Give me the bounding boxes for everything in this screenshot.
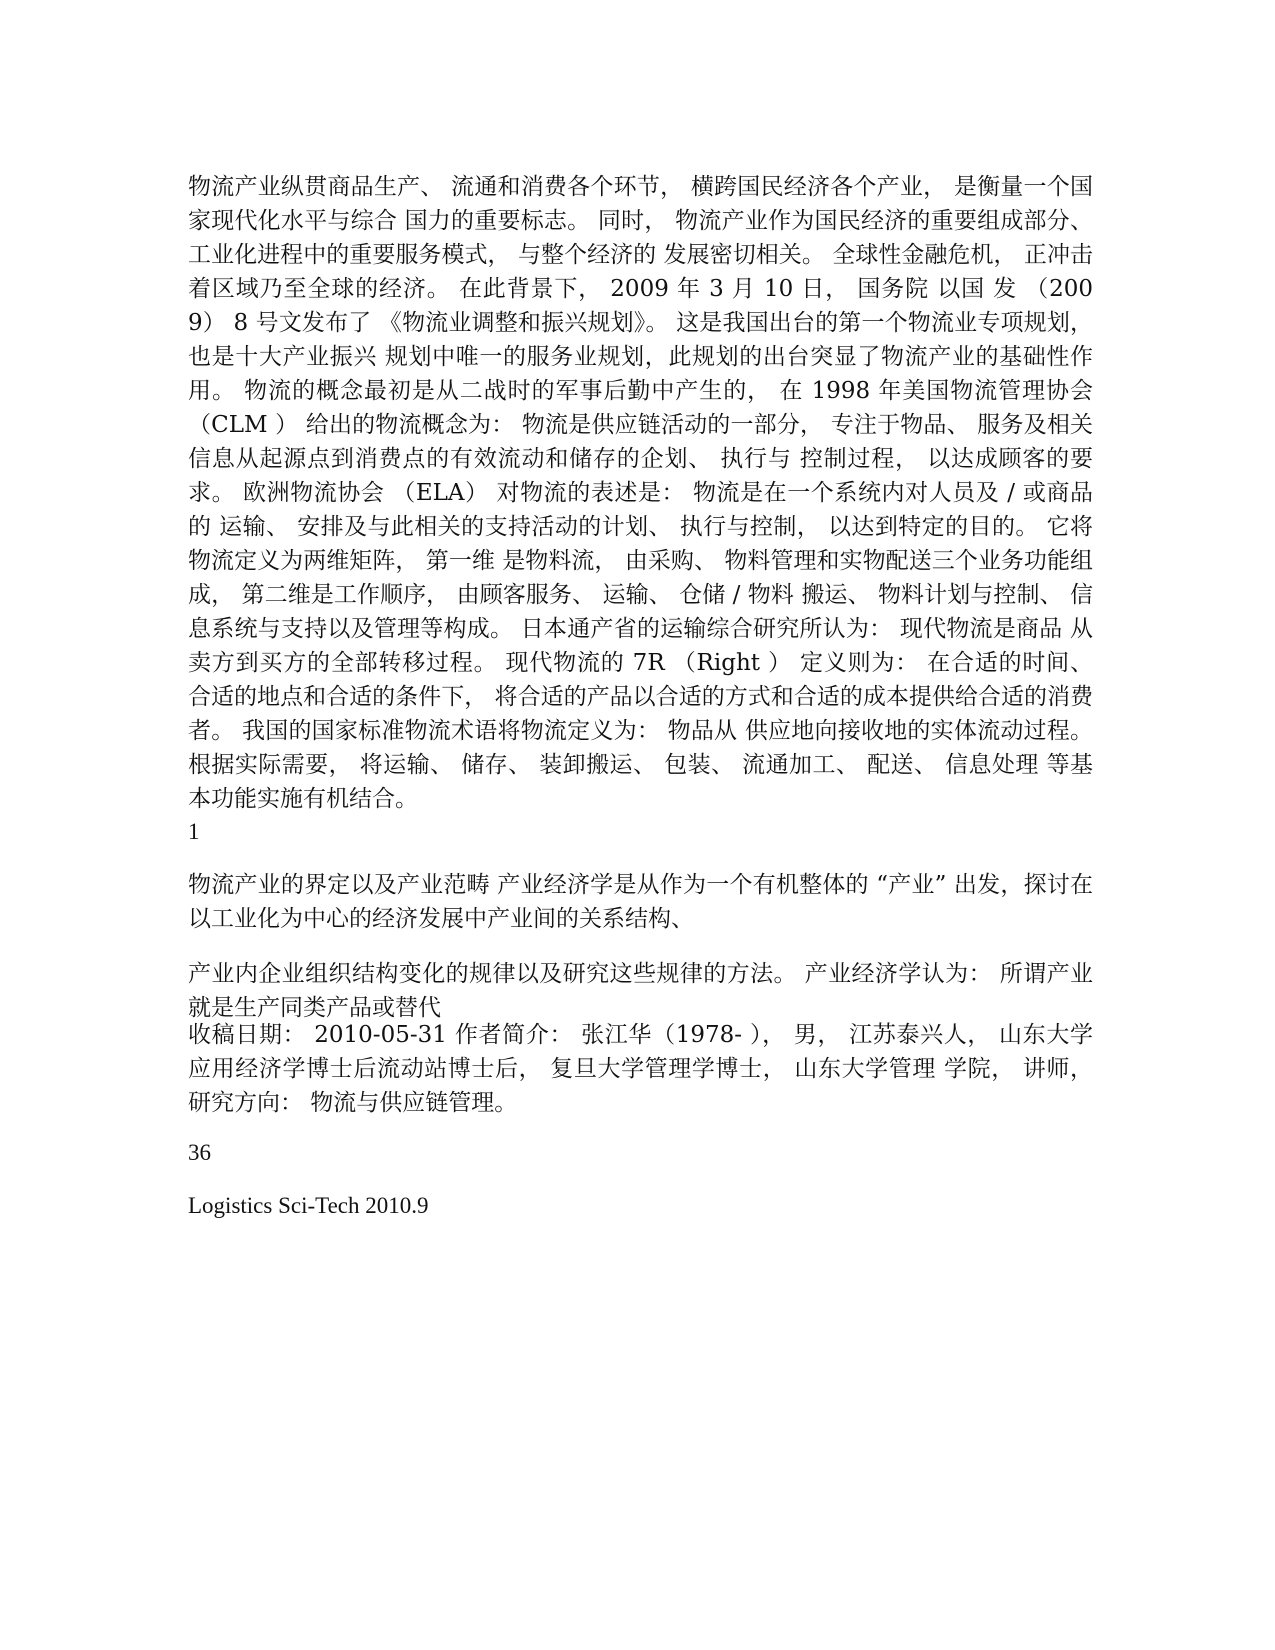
footnote-mark: 1 (188, 819, 200, 844)
section-paragraph-industry-definition: 物流产业的界定以及产业范畴 产业经济学是从作为一个有机整体的 “产业” 出发，探讨在以工业化为中心的经济发展中产业间的关系结构、 (188, 872, 1093, 932)
page-number: 36 (188, 1140, 211, 1165)
received-date-author-note: 收稿日期： 2010-05-31 作者简介： 张江华（1978- ）， 男， 江苏泰兴人， 山东大学应用经济学博士后流动站博士后， 复旦大学管理学博士， 山东大学管理 学院， 讲师， 研究方向： 物流与供应链管理。 (188, 1022, 1093, 1116)
journal-footer: Logistics Sci-Tech 2010.9 (188, 1193, 429, 1218)
section-paragraph-industry-theory: 产业内企业组织结构变化的规律以及研究这些规律的方法。 产业经济学认为： 所谓产业就是生产同类产品或替代 (188, 961, 1093, 1021)
body-paragraph: 物流产业纵贯商品生产、 流通和消费各个环节， 横跨国民经济各个产业， 是衡量一个国家现代化水平与综合 国力的重要标志。 同时， 物流产业作为国民经济的重要组成部分、 工业化进程中的重要服务模式， 与整个经济的 发展密切相关。 全球性金融危机， 正冲击着区域乃至全球的经济。 在此背景下， 2009 年 3 月 10 日， 国务院 以国 发 （2009） 8 号文发布了 《物流业调整和振兴规划》。 这是我国出台的第一个物流业专项规划， 也是十大产业振兴 规划中唯一的服务业规划，此规划的出台突显了物流产业的基础性作用。 物流的概念最初是从二战时的军事后勤中产生的， 在 1998 年美国物流管理协会 （CLM ） 给出的物流概念为： 物流是供应链活动的一部分， 专注于物品、 服务及相关信息从起源点到消费点的有效流动和储存的企划、 执行与 控制过程， 以达成顾客的要求。 欧洲物流协会 （ELA） 对物流的表述是： 物流是在一个系统内对人员及 / 或商品的 运输、 安排及与此相关的支持活动的计划、 执行与控制， 以达到特定的目的。 它将物流定义为两维矩阵， 第一维 是物料流， 由采购、 物料管理和实物配送三个业务功能组成， 第二维是工作顺序， 由顾客服务、 运输、 仓储 / 物料 搬运、 物料计划与控制、 信息系统与支持以及管理等构成。 日本通产省的运输综合研究所认为： 现代物流是商品 从卖方到买方的全部转移过程。 现代物流的 7R （Right ） 定义则为： 在合适的时间、 合适的地点和合适的条件下， 将合适的产品以合适的方式和合适的成本提供给合适的消费者。 我国的国家标准物流术语将物流定义为： 物品从 供应地向接收地的实体流动过程。 根据实际需要， 将运输、 储存、 装卸搬运、 包装、 流通加工、 配送、 信息处理 等基本功能实施有机结合。 (188, 174, 1093, 812)
